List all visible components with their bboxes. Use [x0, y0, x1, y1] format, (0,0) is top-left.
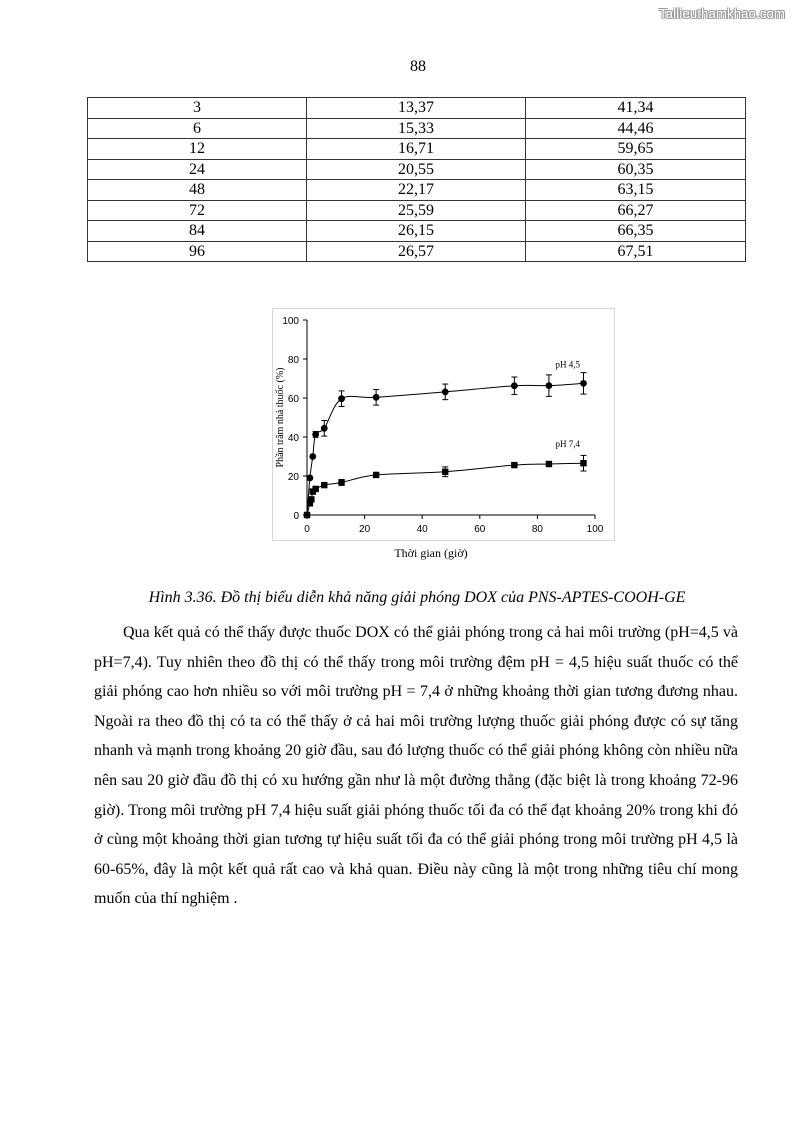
data-point: [373, 472, 379, 478]
data-point: [304, 512, 310, 518]
x-tick-label: 60: [474, 524, 486, 535]
body-paragraph: [94, 618, 738, 914]
data-point: [580, 380, 587, 387]
chart-x-axis-label: Thời gian (giờ): [394, 546, 468, 560]
data-point: [338, 395, 345, 402]
series-label: pH 4,5: [555, 359, 580, 370]
table-cell: 6: [88, 118, 307, 139]
data-point: [306, 475, 313, 482]
data-point: [442, 388, 449, 395]
table-cell: 16,71: [307, 139, 526, 160]
table-row: [88, 98, 746, 119]
table-cell: 41,34: [526, 98, 746, 119]
table-cell: 3: [88, 98, 307, 119]
data-point: [321, 425, 328, 432]
table-cell: 26,57: [307, 241, 526, 262]
table-cell: 24: [88, 159, 307, 180]
table-row: [88, 139, 746, 160]
y-tick-label: 80: [287, 355, 299, 366]
table-cell: 20,55: [307, 159, 526, 180]
release-chart: [272, 308, 615, 541]
data-point: [309, 453, 316, 460]
table-cell: 59,65: [526, 139, 746, 160]
table-cell: 26,15: [307, 221, 526, 242]
y-tick-label: 20: [287, 472, 299, 483]
table-row: [88, 180, 746, 201]
table-cell: 12: [88, 139, 307, 160]
data-point: [546, 382, 553, 389]
series-line: [307, 383, 583, 515]
page-number: 88: [410, 58, 426, 75]
table-cell: 63,15: [526, 180, 746, 201]
table-row: [88, 159, 746, 180]
x-tick-label: 80: [531, 524, 543, 535]
data-point: [580, 460, 586, 466]
data-point: [308, 496, 314, 502]
table-cell: 66,27: [526, 200, 746, 221]
x-tick-label: 20: [359, 524, 371, 535]
data-point: [442, 469, 448, 475]
data-point: [511, 382, 518, 389]
table-cell: 15,33: [307, 118, 526, 139]
x-tick-label: 0: [304, 524, 310, 535]
table-cell: 84: [88, 221, 307, 242]
data-point: [511, 462, 517, 468]
x-tick-label: 100: [586, 524, 604, 535]
series-label: pH 7,4: [555, 439, 580, 450]
data-point: [546, 461, 552, 467]
data-point: [312, 486, 318, 492]
table-cell: 44,46: [526, 118, 746, 139]
y-tick-label: 100: [282, 316, 299, 327]
chart-y-axis-label: Phần trăm nhả thuốc (%): [275, 367, 286, 468]
data-point: [338, 479, 344, 485]
data-point: [373, 394, 380, 401]
figure-caption: Hình 3.36. Đồ thị biểu diễn khả năng giải phóng DOX của PNS-APTES-COOH-GE: [148, 589, 686, 606]
y-tick-label: 40: [287, 433, 299, 444]
data-point: [321, 482, 327, 488]
data-point: [312, 431, 319, 438]
data-table: [87, 97, 746, 262]
table-cell: 22,17: [307, 180, 526, 201]
table-cell: 67,51: [526, 241, 746, 262]
watermark: Tailieuthamkhao.com: [659, 6, 785, 21]
paragraph-text: Qua kết quả có thể thấy được thuốc DOX có thể giải phóng trong cả hai môi trường (pH=4,5 và pH=7,4). Tuy nhiên theo đồ thị có thể thấy trong môi trường đệm pH = 4,5 hiệu suất thuốc có thể giải phóng cao hơn nhiều so với môi trường pH = 7,4 ở những khoảng thời gian tương đương nhau. Ngoài ra theo đồ thị có ta có thể thấy ở cả hai môi trường lượng thuốc giải phóng được có sự tăng nhanh và mạnh trong khoảng 20 giờ đầu, sau đó lượng thuốc có thể giải phóng không còn nhiều nữa nên sau 20 giờ đầu đồ thị có xu hướng gần như là một đường thẳng (đặc biệt là trong khoảng 72-96 giờ). Trong môi trường pH 7,4 hiệu suất giải phóng thuốc tối đa có thể đạt khoảng 20% trong khi đó ở cùng một khoảng thời gian tương tự hiệu suất tối đa có thể giải phóng trong môi trường pH 4,5 là 60-65%, đây là một kết quả rất cao và khả quan. Điều này cũng là một trong những tiêu chí mong muốn của thí nghiệm .: [94, 624, 738, 908]
table-cell: 96: [88, 241, 307, 262]
table-cell: 72: [88, 200, 307, 221]
table-row: [88, 118, 746, 139]
table-cell: 48: [88, 180, 307, 201]
table-cell: 60,35: [526, 159, 746, 180]
table-cell: 25,59: [307, 200, 526, 221]
x-tick-label: 40: [416, 524, 428, 535]
table-row: [88, 241, 746, 262]
table-cell: 66,35: [526, 221, 746, 242]
table-row: [88, 221, 746, 242]
y-tick-label: 60: [287, 394, 299, 405]
y-tick-label: 0: [293, 511, 299, 522]
table-cell: 13,37: [307, 98, 526, 119]
table-row: [88, 200, 746, 221]
